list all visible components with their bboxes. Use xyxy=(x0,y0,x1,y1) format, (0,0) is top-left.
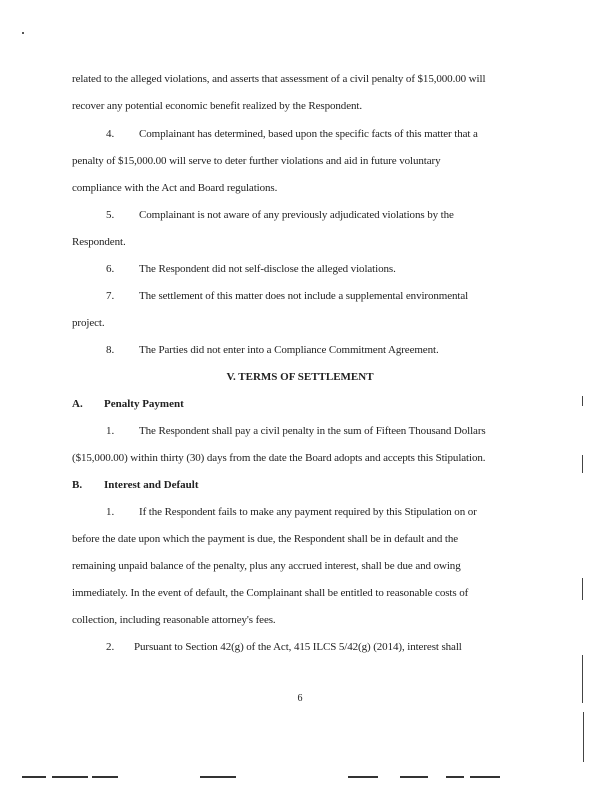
body-text-line: recover any potential economic benefit realized by the Respondent. xyxy=(72,100,362,112)
scan-artifact xyxy=(470,776,500,778)
item-number: 4. xyxy=(106,128,115,140)
scan-artifact xyxy=(22,776,46,778)
scan-artifact xyxy=(582,578,583,600)
body-text-line: related to the alleged violations, and asserts that assessment of a civil penalty of $15,000.00 will xyxy=(72,73,486,85)
item-number: 6. xyxy=(106,263,115,275)
body-text-line: before the date upon which the payment is due, the Respondent shall be in default and the xyxy=(72,533,459,545)
item-number: 5. xyxy=(106,209,115,221)
scan-artifact xyxy=(400,776,428,778)
subsection-title: Penalty Payment xyxy=(104,398,184,410)
subsection-letter: A. xyxy=(72,398,83,410)
body-text-line: ($15,000.00) within thirty (30) days from the date the Board adopts and accepts this Stipulation. xyxy=(72,452,486,464)
subsection-title: Interest and Default xyxy=(104,479,199,491)
scan-artifact xyxy=(582,455,583,473)
body-text-line: collection, including reasonable attorney's fees. xyxy=(72,614,276,626)
section-heading: V. TERMS OF SETTLEMENT xyxy=(226,371,374,383)
scan-artifact xyxy=(583,712,584,762)
body-text-line: The Respondent did not self-disclose the alleged violations. xyxy=(139,263,396,275)
page-number: 6 xyxy=(297,693,303,704)
scan-artifact xyxy=(582,655,583,703)
body-text-line: The Respondent shall pay a civil penalty in the sum of Fifteen Thousand Dollars xyxy=(139,425,486,437)
body-text-line: If the Respondent fails to make any payment required by this Stipulation on or xyxy=(139,506,477,518)
item-number: 2. xyxy=(106,641,115,653)
scan-artifact xyxy=(200,776,236,778)
body-text-line: Complainant has determined, based upon the specific facts of this matter that a xyxy=(139,128,478,140)
scan-artifact xyxy=(582,396,583,406)
body-text-line: project. xyxy=(72,317,105,329)
item-number: 7. xyxy=(106,290,115,302)
body-text-line: immediately. In the event of default, the Complainant shall be entitled to reasonable costs of xyxy=(72,587,469,599)
body-text-line: Respondent. xyxy=(72,236,126,248)
body-text-line: The Parties did not enter into a Compliance Commitment Agreement. xyxy=(139,344,439,356)
scan-speck xyxy=(22,32,24,34)
item-number: 1. xyxy=(106,506,115,518)
subsection-letter: B. xyxy=(72,479,83,491)
body-text-line: Complainant is not aware of any previously adjudicated violations by the xyxy=(139,209,454,221)
item-number: 1. xyxy=(106,425,115,437)
scan-artifact xyxy=(52,776,88,778)
item-number: 8. xyxy=(106,344,115,356)
scan-artifact xyxy=(348,776,378,778)
body-text-line: The settlement of this matter does not include a supplemental environmental xyxy=(139,290,469,302)
scan-artifact xyxy=(92,776,118,778)
scan-artifact xyxy=(446,776,464,778)
body-text-line: compliance with the Act and Board regulations. xyxy=(72,182,278,194)
body-text-line: Pursuant to Section 42(g) of the Act, 415 ILCS 5/42(g) (2014), interest shall xyxy=(134,641,462,653)
body-text-line: penalty of $15,000.00 will serve to deter further violations and aid in future voluntary xyxy=(72,155,441,167)
body-text-line: remaining unpaid balance of the penalty, plus any accrued interest, shall be due and owing xyxy=(72,560,461,572)
